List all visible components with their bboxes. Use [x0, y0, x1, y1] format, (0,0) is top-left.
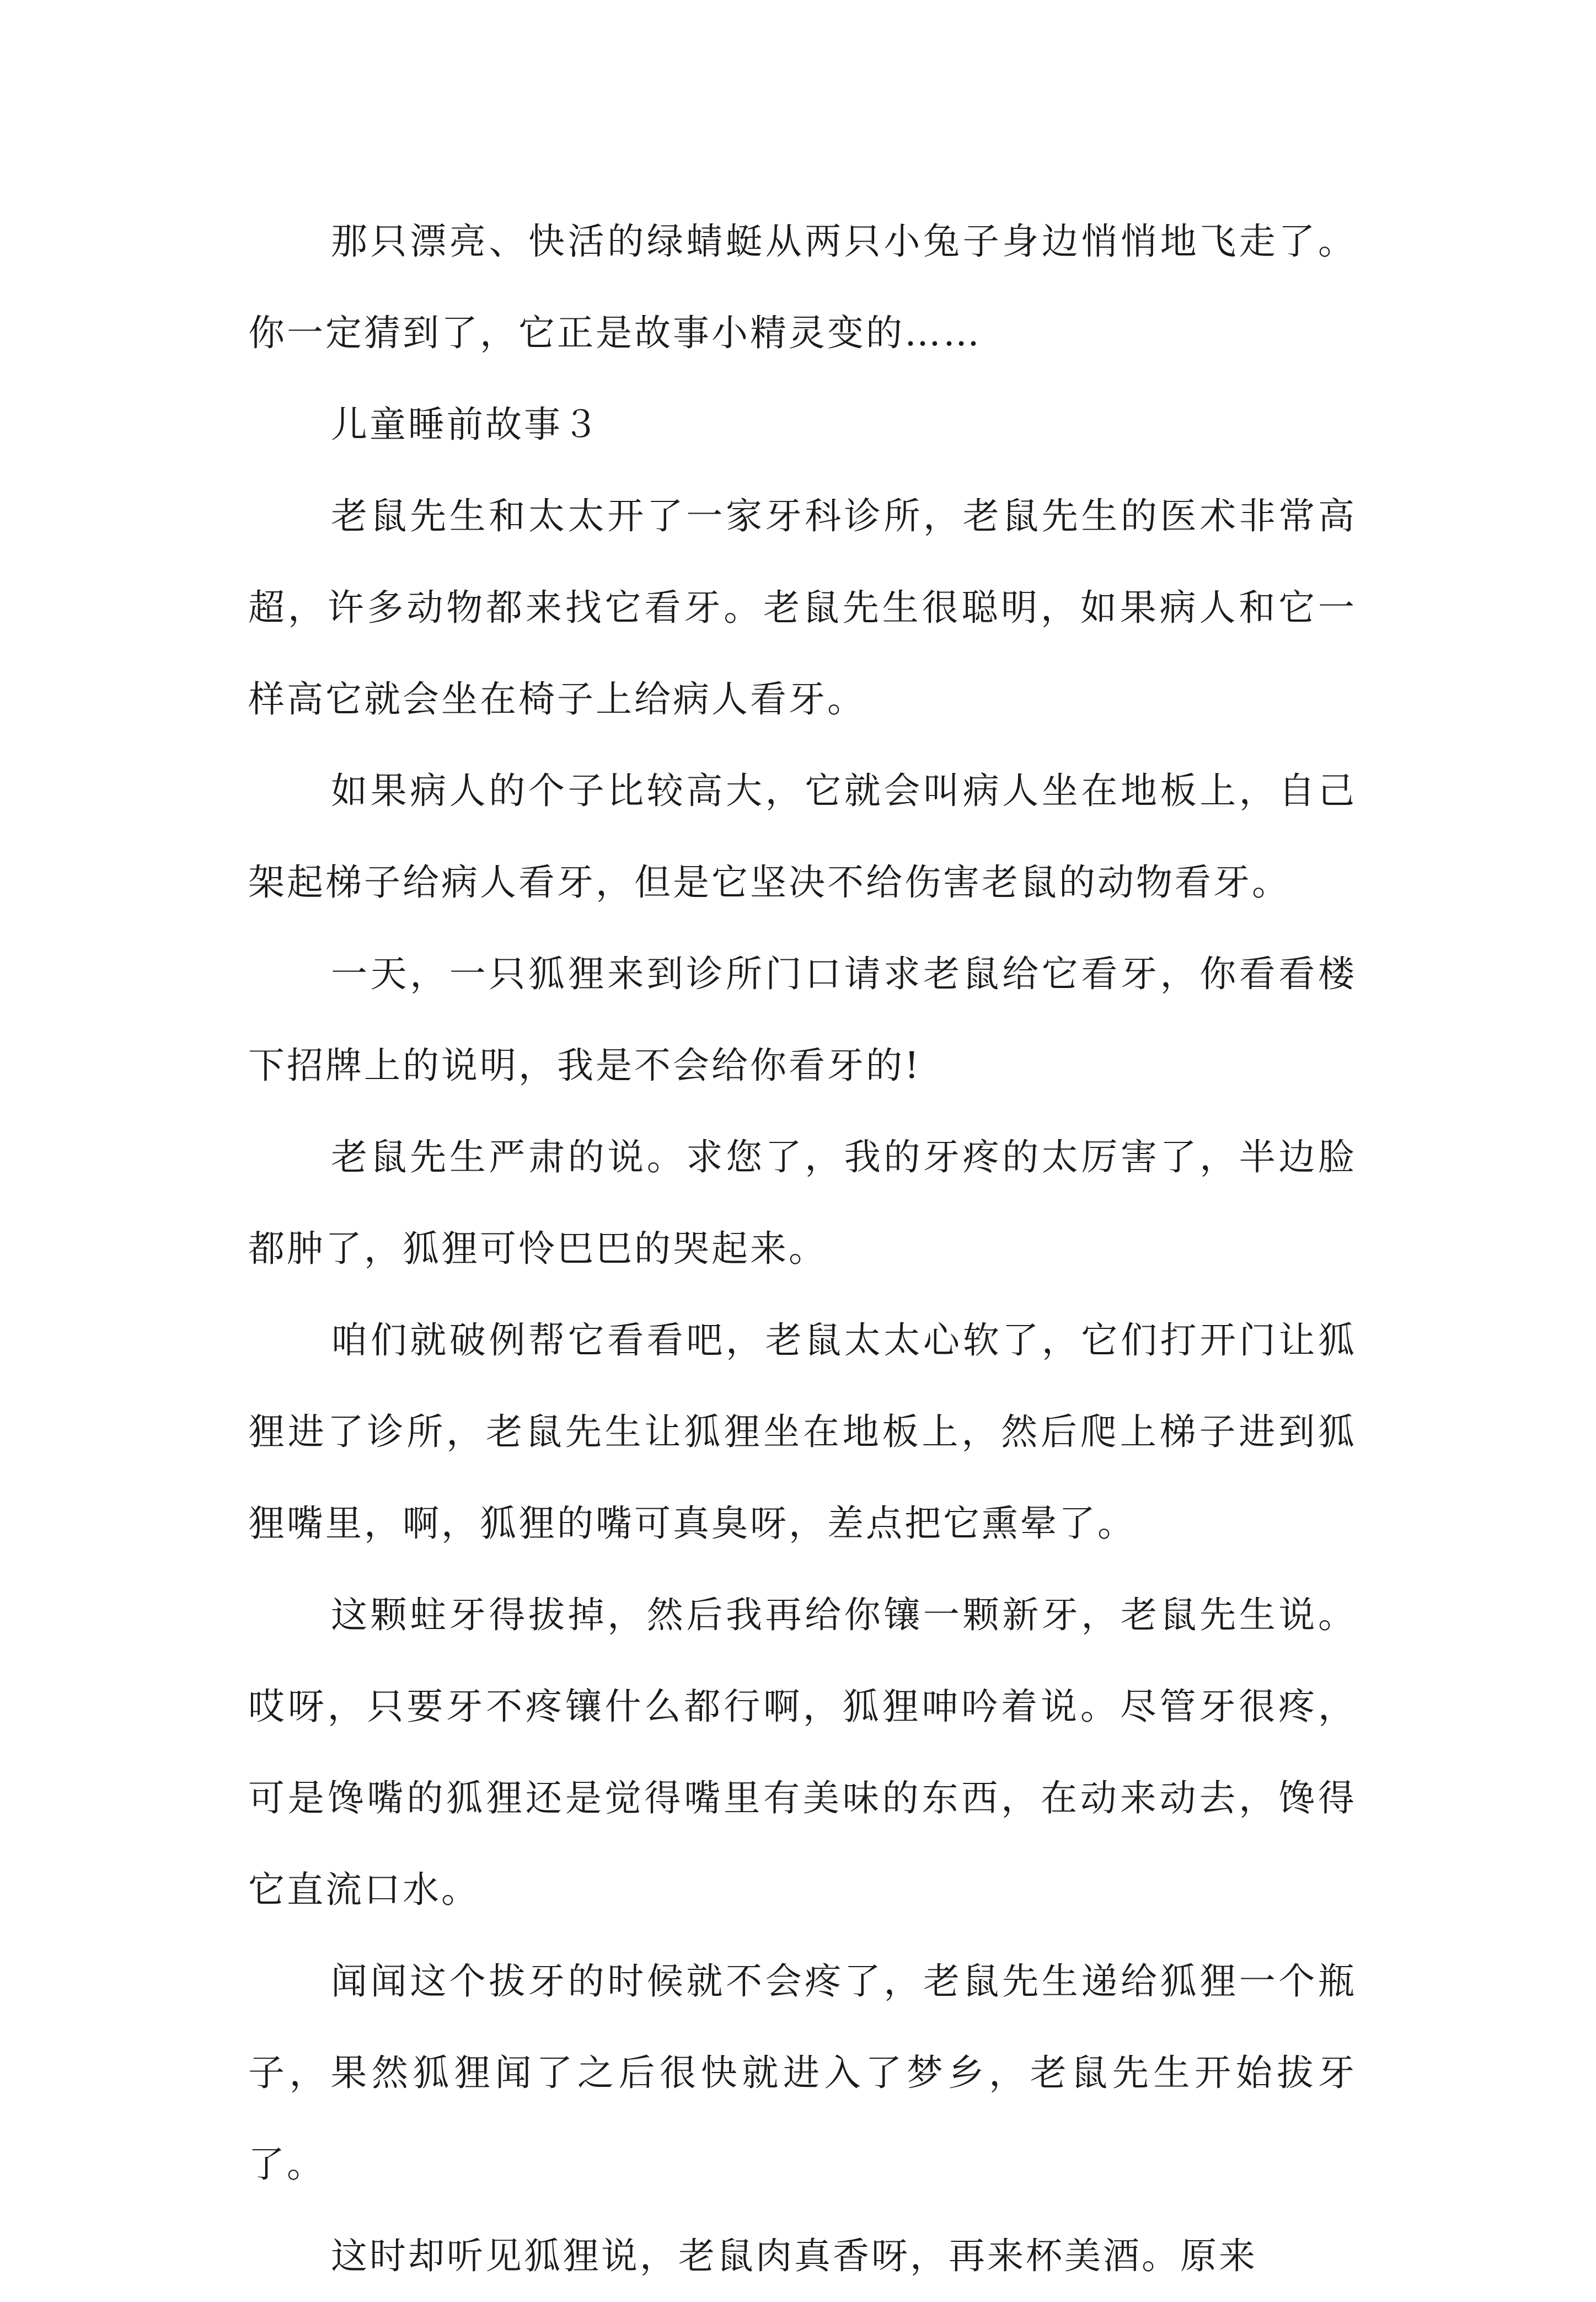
paragraph-mouse-dentist-intro: 老鼠先生和太太开了一家牙科诊所，老鼠先生的医术非常高超，许多动物都来找它看牙。老鼠先生很聪明，如果病人和它一样高它就会坐在椅子上给病人看牙。: [248, 495, 1357, 720]
paragraph-fox-enters: 咱们就破例帮它看看吧，老鼠太太心软了，它们打开门让狐狸进了诊所，老鼠先生让狐狸坐在地板上，然后爬上梯子进到狐狸嘴里，啊，狐狸的嘴可真臭呀，差点把它熏晕了。: [248, 1319, 1357, 1545]
paragraph-fox-arrives: 一天，一只狐狸来到诊所门口请求老鼠给它看牙，你看看楼下招牌上的说明，我是不会给你看牙的!: [248, 953, 1357, 1087]
paragraph-cavity-tooth: 这颗蛀牙得拔掉，然后我再给你镶一颗新牙，老鼠先生说。哎呀，只要牙不疼镶什么都行啊，狐狸呻吟着说。尽管牙很疼，可是馋嘴的狐狸还是觉得嘴里有美味的东西，在动来动去，馋得它直流口水。: [248, 1594, 1357, 1911]
paragraph-dragonfly-ending: 那只漂亮、快活的绿蜻蜓从两只小兔子身边悄悄地飞走了。你一定猜到了，它正是故事小精灵变的……: [248, 220, 1357, 354]
paragraph-tall-patients: 如果病人的个子比较高大，它就会叫病人坐在地板上，自己架起梯子给病人看牙，但是它坚决不给伤害老鼠的动物看牙。: [248, 770, 1357, 904]
document-body: [248, 196, 1357, 2302]
paragraph-fox-begs: 老鼠先生严肃的说。求您了，我的牙疼的太厉害了，半边脸都肿了，狐狸可怜巴巴的哭起来。: [248, 1136, 1357, 1270]
paragraph-fox-dream: 这时却听见狐狸说，老鼠肉真香呀，再来杯美酒。原来: [331, 2235, 1257, 2277]
paragraph-anesthetic-bottle: 闻闻这个拔牙的时候就不会疼了，老鼠先生递给狐狸一个瓶子，果然狐狸闻了之后很快就进入了梦乡，老鼠先生开始拔牙了。: [248, 1960, 1357, 2186]
section-heading-story-3: 儿童睡前故事３: [331, 403, 601, 446]
